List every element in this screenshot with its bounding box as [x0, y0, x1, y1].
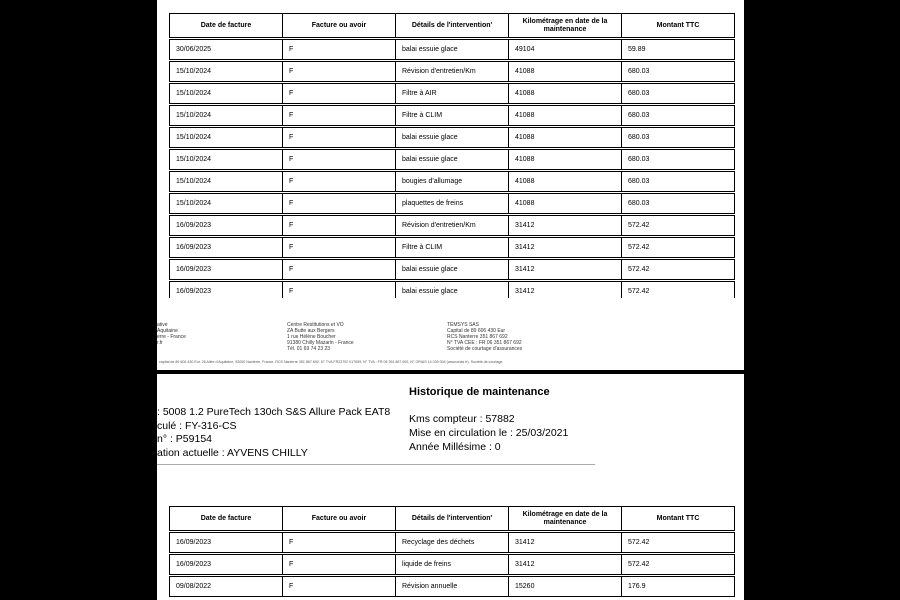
table-cell: 15/10/2024 — [170, 62, 283, 82]
table-cell: F — [283, 84, 396, 104]
table-cell: Révision d'entretien/Km — [396, 62, 509, 82]
table-cell: 16/09/2023 — [170, 238, 283, 258]
text-line: Centre Restitutions et VO — [287, 322, 344, 328]
document-page-top — [157, 0, 744, 298]
table-cell: 572.42 — [622, 260, 735, 280]
table-cell: 31412 — [509, 533, 622, 553]
table-cell: 15/10/2024 — [170, 106, 283, 126]
table-cell: 41088 — [509, 128, 622, 148]
table-cell: F — [283, 260, 396, 280]
text-line: 91380 Chilly Mazarin - France — [287, 340, 354, 346]
text-line: culé : FY-316-CS — [157, 419, 237, 432]
table-cell: 16/09/2023 — [170, 555, 283, 575]
table-cell: F — [283, 216, 396, 236]
table-cell: balai essuie glace — [396, 282, 509, 299]
table-cell: F — [283, 150, 396, 170]
table-cell: F — [283, 172, 396, 192]
table-cell: balai essuie glace — [396, 128, 509, 148]
table-cell: F — [283, 577, 396, 597]
table-row — [170, 150, 735, 170]
table-cell: 30/06/2025 — [170, 40, 283, 60]
table-cell: 15/10/2024 — [170, 128, 283, 148]
table-row — [170, 84, 735, 104]
maintenance-table-top — [169, 13, 735, 298]
table-row — [170, 40, 735, 60]
table-cell: 680.03 — [622, 150, 735, 170]
table-cell: 15/10/2024 — [170, 84, 283, 104]
table-cell: 680.03 — [622, 84, 735, 104]
table-cell: 41088 — [509, 172, 622, 192]
table-cell: Filtre à CLIM — [396, 238, 509, 258]
table-cell: Révision d'entretien/Km — [396, 216, 509, 236]
column-header: Détails de l'intervention' — [396, 14, 509, 38]
table-row — [170, 128, 735, 148]
table-cell: 41088 — [509, 106, 622, 126]
footer-fine-print: capital de 89 606 430 Eur. 26 Allée d'Aquitaine, 92000 Nanterre, France. RCS Nanterre 351 867 692. N° TVA FR23702 017659, N° TVA : FR 06 351 867 692, N° ORIAS 14 039 004 (www.orias.fr). Société de courtage — [159, 360, 503, 364]
table-cell: 16/09/2023 — [170, 282, 283, 299]
table-cell: balai essuie glace — [396, 260, 509, 280]
table-cell: 15/10/2024 — [170, 194, 283, 214]
table-row — [170, 282, 735, 299]
table-cell: 176.9 — [622, 577, 735, 597]
footer-address-right — [447, 322, 522, 352]
text-line: r.fr — [157, 340, 163, 346]
table-cell: 31412 — [509, 260, 622, 280]
text-line: : 5008 1.2 PureTech 130ch S&S Allure Pack EAT8 — [157, 406, 391, 418]
text-line: 1 rue Hélène Boucher — [287, 334, 336, 340]
table-cell: 15260 — [509, 577, 622, 597]
table-cell: 680.03 — [622, 62, 735, 82]
table-row — [170, 533, 735, 553]
column-header: Facture ou avoir — [283, 14, 396, 38]
text-line: Société de courtage d'assurances — [447, 346, 523, 352]
table-cell: 572.42 — [622, 282, 735, 299]
table-cell: plaquettes de freins — [396, 194, 509, 214]
table-cell: F — [283, 282, 396, 299]
text-line: Année Millésime : 0 — [409, 441, 501, 453]
table-cell: Filtre à CLIM — [396, 106, 509, 126]
table-cell: 31412 — [509, 238, 622, 258]
table-cell: F — [283, 106, 396, 126]
maintenance-table-bottom — [169, 506, 735, 597]
table-cell: 49104 — [509, 40, 622, 60]
document-footer — [157, 298, 744, 370]
column-header: Date de facture — [170, 507, 283, 531]
table-row — [170, 194, 735, 214]
table-header-row — [170, 14, 735, 38]
table-cell: F — [283, 128, 396, 148]
table-row — [170, 62, 735, 82]
footer-address-center — [287, 322, 354, 352]
table-cell: F — [283, 555, 396, 575]
text-line: Tél. 01 69 74 23 23 — [287, 346, 331, 352]
table-cell: 16/09/2023 — [170, 216, 283, 236]
maintenance-info — [409, 412, 568, 454]
text-line: Kms compteur : 57882 — [409, 413, 515, 425]
text-line: Aquitaine — [157, 328, 178, 334]
table-cell: 16/09/2023 — [170, 533, 283, 553]
table-cell: 680.03 — [622, 128, 735, 148]
text-line: n° : P59154 — [157, 433, 212, 445]
table-cell: Recyclage des déchets — [396, 533, 509, 553]
table-cell: bougies d'allumage — [396, 172, 509, 192]
text-line: Mise en circulation le : 25/03/2021 — [409, 427, 569, 439]
text-line: N° TVA CEE : FR 06 351 867 692 — [447, 340, 522, 346]
table-cell: 31412 — [509, 282, 622, 299]
column-header: Facture ou avoir — [283, 507, 396, 531]
column-header: Kilométrage en date de la maintenance — [509, 507, 622, 531]
table-header-row — [170, 507, 735, 531]
table-cell: 572.42 — [622, 533, 735, 553]
table-cell: F — [283, 194, 396, 214]
table-cell: 572.42 — [622, 555, 735, 575]
table-cell: 16/09/2023 — [170, 260, 283, 280]
table-row — [170, 172, 735, 192]
table-cell: balai essuie glace — [396, 150, 509, 170]
table-row — [170, 238, 735, 258]
column-header: Kilométrage en date de la maintenance — [509, 14, 622, 38]
text-line: Capital de 89 606 430 Eur — [447, 328, 506, 334]
column-header: Détails de l'intervention' — [396, 507, 509, 531]
text-line: ation actuelle : AYVENS CHILLY — [157, 446, 308, 459]
table-cell: 59.89 — [622, 40, 735, 60]
table-row — [170, 216, 735, 236]
text-line: ZA Butte aux Bergers — [287, 328, 335, 334]
table-cell: 31412 — [509, 216, 622, 236]
table-cell: liquide de freins — [396, 555, 509, 575]
table-row — [170, 260, 735, 280]
document-page-bottom — [157, 374, 744, 600]
table-cell: F — [283, 62, 396, 82]
table-row — [170, 577, 735, 597]
footer-address-left — [157, 322, 186, 346]
table-cell: 15/10/2024 — [170, 172, 283, 192]
table-cell: 31412 — [509, 555, 622, 575]
table-cell: F — [283, 238, 396, 258]
history-title: Historique de maintenance — [409, 386, 550, 398]
column-header: Montant TTC — [622, 507, 735, 531]
table-row — [170, 106, 735, 126]
table-cell: 680.03 — [622, 106, 735, 126]
table-cell: Filtre à AIR — [396, 84, 509, 104]
column-header: Montant TTC — [622, 14, 735, 38]
text-line: TEMSYS SAS — [447, 322, 479, 328]
table-cell: 41088 — [509, 62, 622, 82]
table-cell: 572.42 — [622, 238, 735, 258]
table-cell: 680.03 — [622, 194, 735, 214]
table-cell: 09/08/2022 — [170, 577, 283, 597]
table-cell: Révision annuelle — [396, 577, 509, 597]
text-line: erre - France — [157, 334, 186, 340]
table-cell: 680.03 — [622, 172, 735, 192]
table-row — [170, 555, 735, 575]
table-cell: 41088 — [509, 84, 622, 104]
table-cell: 41088 — [509, 150, 622, 170]
table-cell: 572.42 — [622, 216, 735, 236]
vehicle-info — [157, 406, 390, 460]
table-cell: 41088 — [509, 194, 622, 214]
text-line: ative — [157, 322, 168, 328]
table-cell: F — [283, 533, 396, 553]
table-cell: balai essuie glace — [396, 40, 509, 60]
table-cell: 15/10/2024 — [170, 150, 283, 170]
column-header: Date de facture — [170, 14, 283, 38]
table-cell: F — [283, 40, 396, 60]
divider — [157, 464, 595, 465]
text-line: RCS Nanterre 351 867 692 — [447, 334, 508, 340]
